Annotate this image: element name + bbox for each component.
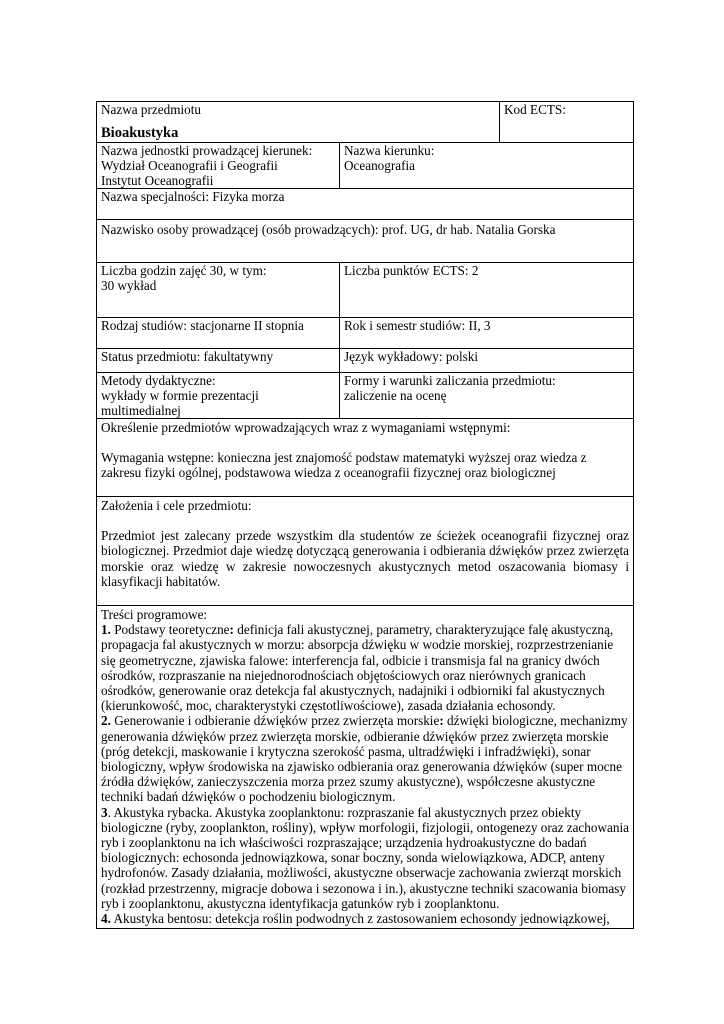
teacher-text: Nazwisko osoby prowadzącej (osób prowadzących): prof. UG, dr hab. Natalia Gorska (101, 222, 556, 237)
unit-row (96, 142, 634, 188)
subject-row (96, 101, 634, 142)
methods-cell (97, 373, 339, 418)
field-value: Oceanografia (344, 158, 416, 174)
content-item-number: 3 (101, 804, 108, 820)
content-item-number: 1. (101, 622, 111, 638)
year-semester: Rok i semestr studiów: II, 3 (339, 318, 633, 348)
content-item-text: detekcja roślin podwodnych z zastosowaniem echosondy jednowiązkowej, (212, 911, 610, 927)
assessment-line2: zaliczenie na ocenę (344, 388, 447, 404)
prerequisites-row (96, 418, 634, 496)
status-row (96, 348, 634, 372)
ects-points: Liczba punktów ECTS: 2 (339, 263, 633, 317)
subject-cell (97, 102, 499, 142)
content-item-separator: : (208, 911, 212, 927)
study-type: Rodzaj studiów: stacjonarne II stopnia (101, 318, 304, 333)
content-item-1 (101, 622, 629, 713)
content-item-title: Generowanie i odbieranie dźwięków przez zwierzęta morskie (110, 713, 440, 729)
hours-line2: 30 wykład (101, 278, 157, 294)
hours-row (96, 262, 634, 317)
hours-cell (97, 263, 339, 317)
content-cell (97, 606, 633, 928)
language-text: Język wykładowy: polski (339, 349, 633, 372)
unit-cell (97, 143, 339, 188)
content-item-title: Podstawy teoretyczne (110, 622, 230, 638)
content-row (96, 605, 634, 929)
unit-line1: Wydział Oceanografii i Geografii (101, 158, 278, 174)
prerequisites-cell (97, 419, 633, 496)
content-item-separator: : (340, 804, 345, 820)
content-item-separator: : (439, 713, 444, 729)
study-row (96, 317, 634, 348)
content-item-2 (101, 713, 629, 804)
content-item-number: 4. (101, 911, 111, 927)
ects-code-cell (499, 102, 633, 142)
assessment-cell (339, 373, 633, 418)
status-text: Status przedmiotu: fakultatywny (101, 349, 274, 364)
content-item-text: dźwięki biologiczne, mechanizmy generowania dźwięków przez zwierzęta morskie, odbieranie dźwięków przez zwierzęta morskie (próg detekcji, maskowanie i krytyczna szerokość pasma, ultradźwięki i infradźwięki), sonar biologiczny, wpływ środowiska na zjawisko odbierania oraz generowania dźwięków (super mocne źródła dźwięków, zanieczyszczenia morza przez szumy akustyczne), współczesne akustyczne techniki badań dźwięków o pochodzeniu biologicznym. (101, 713, 628, 805)
specialty-row (96, 188, 634, 219)
content-item-3 (101, 805, 629, 911)
field-label: Nazwa kierunku: (344, 143, 435, 158)
subject-label: Nazwa przedmiotu (101, 102, 201, 117)
specialty-text: Nazwa specjalności: Fizyka morza (101, 189, 285, 204)
content-heading: Treści programowe: (101, 607, 208, 622)
course-card-table (96, 101, 634, 929)
methods-line3: multimedialnej (101, 403, 181, 419)
hours-line1: Liczba godzin zajęć 30, w tym: (101, 263, 267, 278)
content-item-title: Akustyka bentosu (110, 911, 209, 927)
methods-row (96, 372, 634, 418)
content-item-number: 2. (101, 713, 111, 729)
methods-line2: wykłady w formie prezentacji (101, 388, 259, 404)
content-item-text: rozpraszanie fal akustycznych przez obiekty biologiczne (ryby, zooplankton, rośliny), wpływ morfologii, fizjologii, ontogenezy oraz zachowania ryb i zooplanktonu na ich właściwości rozpraszające; urządzenia hydroakustyczne do badań biologicznych: echosonda jednowiązkowa, sonar boczny, sonda wielowiązkowa, ADCP, anteny hydrofonów. Zasady działania, możliwości, akustyczne obserwacje zachowania zwierząt morskich (rozkład przestrzenny, migracje dobowa i sezonowa i in.), akustyczne techniki szacowania biomasy ryb i zooplanktonu, akustyczna identyfikacja gatunków ryb i zooplanktonu. (101, 804, 629, 911)
objectives-row (96, 496, 634, 605)
objectives-heading: Założenia i cele przedmiotu: (101, 498, 252, 513)
unit-line2: Instytut Oceanografii (101, 173, 214, 189)
methods-line1: Metody dydaktyczne: (101, 373, 216, 388)
objectives-cell (97, 497, 633, 605)
objectives-text: Przedmiot jest zalecany przede wszystkim dla studentów ze ścieżek oceanografii fizycznej oraz biologicznej. Przedmiot daje wiedzę dotyczącą generowania i odbierania dźwięków przez zwierzęta morskie oraz wiedzę w zakresie nowoczesnych akustycznych metod oszacowania biomasy i klasyfikacji habitatów. (101, 528, 629, 589)
assessment-line1: Formy i warunki zaliczania przedmiotu: (344, 373, 556, 388)
content-item-title: . Akustyka rybacka. Akustyka zooplanktonu (107, 804, 341, 820)
subject-name: Bioakustyka (101, 125, 179, 142)
content-item-separator: : (229, 622, 234, 638)
teacher-row (96, 219, 634, 262)
unit-label: Nazwa jednostki prowadzącej kierunek: (101, 143, 313, 158)
prerequisites-text: Wymagania wstępne: konieczna jest znajomość podstaw matematyki wyższej oraz wiedza z zakresu fizyki ogólnej, podstawowa wiedza z oceanografii fizycznej oraz biologicznej (101, 450, 587, 481)
field-cell (339, 143, 633, 188)
prerequisites-heading: Określenie przedmiotów wprowadzających wraz z wymaganiami wstępnymi: (101, 420, 511, 435)
content-item-4 (101, 911, 629, 926)
content-item-text: definicja fali akustycznej, parametry, charakteryzujące falę akustyczną, propagacja fal akustycznych w morzu: absorpcja dźwięku w wodzie morskiej, rozprzestrzenianie się geometryczne, zjawiska falowe: interferencja fal, odbicie i transmisja fal na granicy dwóch ośrodków, rozpraszanie na niejednorodnościach objętościowych oraz nierównych granicach ośrodków, generowanie oraz detekcja fal akustycznych, nadajniki i odbiorniki fal akustycznych (kierunkowość, moc, charakterystyki częstotliwościowe), zasada działania echosondy. (101, 622, 614, 714)
ects-code-label: Kod ECTS: (504, 102, 566, 117)
